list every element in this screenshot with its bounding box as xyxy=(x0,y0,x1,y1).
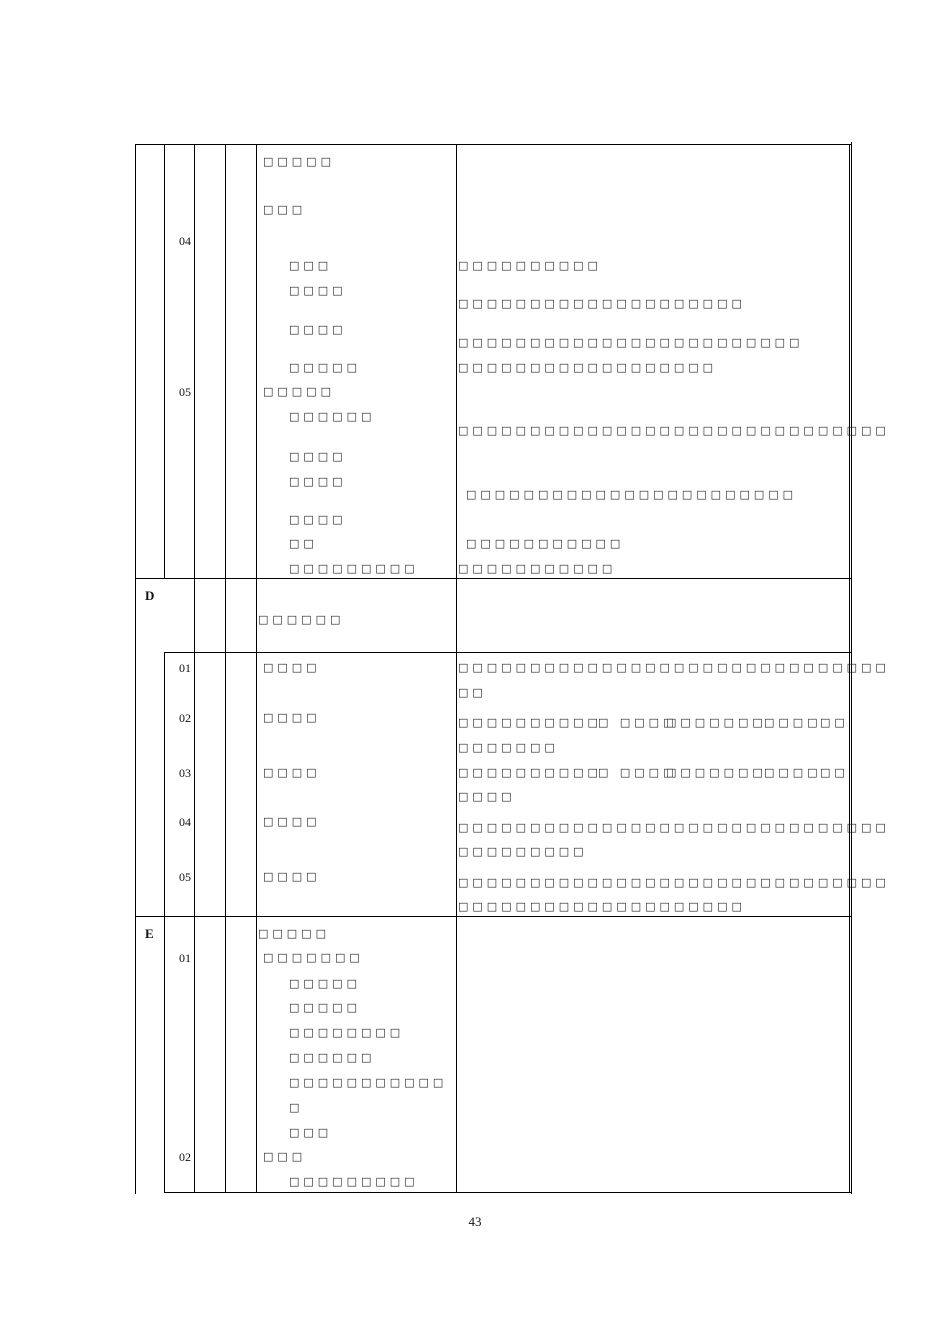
item-number: 04 xyxy=(179,234,191,248)
row-divider-d-sub xyxy=(164,652,851,653)
item-number: 05 xyxy=(179,870,191,884)
item-name: □□□□ xyxy=(263,815,321,828)
description-text: □□ xyxy=(458,686,487,699)
item-name: □□□ xyxy=(289,259,333,272)
item-name: □□□□□□□□□□□ xyxy=(289,1076,448,1089)
item-name: □□□□ xyxy=(263,870,321,883)
description-text: □□□□□□□□□□□□□□□□□□□□□□□□□□□□□□ xyxy=(458,661,890,674)
description-text: □□□□□□□□□□□□□□□□□□□□ xyxy=(458,900,746,913)
col-border-2 xyxy=(194,144,195,1193)
description-text: □□□□□□□□□□ xyxy=(458,716,602,729)
item-number: 01 xyxy=(179,951,191,965)
page-number: 43 xyxy=(468,1214,482,1229)
item-name: □□□ xyxy=(263,1150,307,1163)
table-top-border xyxy=(135,144,851,145)
section-letter-d: D xyxy=(145,588,155,603)
col-border-1b xyxy=(164,652,165,1193)
item-number: 02 xyxy=(179,711,191,725)
description-text: □ □□□□ xyxy=(598,716,678,729)
item-number: 04 xyxy=(179,815,191,829)
description-text: □□□□ xyxy=(764,766,822,779)
item-name: □□□□ xyxy=(263,766,321,779)
item-name: □□□□□□□□ xyxy=(289,1026,405,1039)
description-text: □□□□□□□□□□ xyxy=(458,766,602,779)
description-text: □□□□□□□□□ xyxy=(458,845,588,858)
item-name: □□□□□ xyxy=(289,977,361,990)
col-border-3 xyxy=(225,144,226,1193)
description-text: □□□□ xyxy=(458,790,516,803)
description-text: □□□□□□□□□□□□□□□□□□□□ xyxy=(458,297,746,310)
row-divider-e xyxy=(135,916,851,917)
description-text: □□□□□□□□□□□□□□□□□□ xyxy=(458,361,718,374)
item-name: □□□□ xyxy=(289,475,347,488)
item-name: □□□□□□□□□ xyxy=(289,1175,419,1188)
section-e-heading: □□□□□ xyxy=(258,927,330,940)
item-name: □□□□ xyxy=(263,661,321,674)
item-name: □□□□□ xyxy=(289,1001,361,1014)
item-name: □□□□□□ xyxy=(289,1051,376,1064)
item-name: □□□□ xyxy=(289,323,347,336)
item-name: □□□□□ xyxy=(263,155,335,168)
col-border-1 xyxy=(164,144,165,579)
item-name: □□□□□ xyxy=(263,385,335,398)
item-name: □ xyxy=(289,1101,304,1114)
description-text: □□□□□□□□□□□□□□□□□□□□□□□□□□□□□□ xyxy=(458,876,890,889)
item-name: □□□□□□ xyxy=(289,410,376,423)
description-text: □□□□ xyxy=(764,716,822,729)
item-name: □□ xyxy=(289,537,318,550)
col-border-4 xyxy=(256,144,257,1193)
description-text: □□□□□□□□□□□□□□□□□□□□□□□□ xyxy=(458,336,804,349)
description-text: □□□□□□□□□□ xyxy=(458,259,602,272)
item-name: □□□□□□□ xyxy=(263,951,364,964)
item-name: □□□ xyxy=(289,1126,333,1139)
section-letter-e: E xyxy=(145,926,154,941)
item-name: □□□□ xyxy=(289,513,347,526)
item-number: 02 xyxy=(179,1150,191,1164)
description-text: □□□□□□□□□□□□□□□□□□□□□□□□□□□□□□ xyxy=(458,424,890,437)
description-text: □□□□□□□ xyxy=(458,741,559,754)
item-name: □□□□□ xyxy=(289,361,361,374)
item-name: □□□□ xyxy=(289,450,347,463)
description-text: □□□□□□□□□□□□□□□□□□□□□□□□□□□□□□ xyxy=(458,821,890,834)
description-text: □□ xyxy=(820,716,849,729)
description-text: □ □□□□ xyxy=(598,766,678,779)
item-number: 05 xyxy=(179,385,191,399)
item-name: □□□□□□□□□ xyxy=(289,562,419,575)
description-text: □□□□□□□□□□□□□□□□□□□□□□□ xyxy=(466,488,798,501)
section-d-heading: □□□□□□ xyxy=(258,613,345,626)
description-text: □□□□□□□□□□□ xyxy=(466,537,625,550)
description-text: □□□□□□□ xyxy=(666,766,767,779)
table-bottom-border xyxy=(164,1192,851,1193)
description-text: □□ xyxy=(820,766,849,779)
col-border-left xyxy=(135,144,136,1194)
row-divider-d xyxy=(135,578,851,579)
description-text: □□□□□□□ xyxy=(666,716,767,729)
item-number: 01 xyxy=(179,661,191,675)
item-name: □□□□ xyxy=(263,711,321,724)
description-text: □□□□□□□□□□□ xyxy=(458,562,617,575)
item-name: □□□ xyxy=(263,203,307,216)
col-border-5 xyxy=(456,144,457,1193)
item-name: □□□□ xyxy=(289,284,347,297)
item-number: 03 xyxy=(179,766,191,780)
